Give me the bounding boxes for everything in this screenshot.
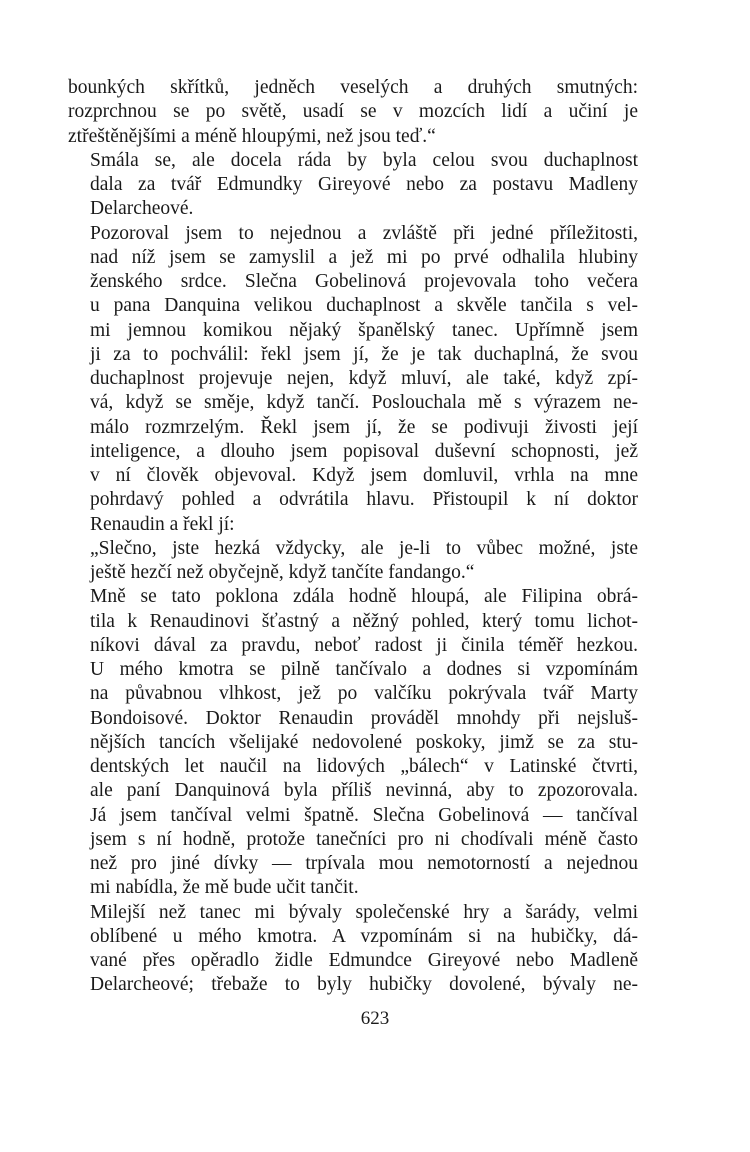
paragraph: [68, 149, 638, 222]
text-line: mi nabídla, že mě bude učit tančit.: [90, 877, 359, 899]
text-line: u pana Danquina velikou duchaplnost a skvěle tančila s vel-: [90, 295, 638, 317]
text-line: Renaudin a řekl jí:: [90, 513, 235, 535]
text-line: ženského srdce. Slečna Gobelinová projevovala toho večera: [90, 271, 638, 292]
text-line: rozprchnou se po světě, usadí se v mozcích lidí a učiní je: [68, 101, 638, 123]
text-line: málo rozmrzelým. Řekl jsem jí, že se podivuji živosti její: [90, 416, 638, 438]
text-line: pohrdavý pohled a odvrátila hlavu. Přistoupil k ní doktor: [90, 489, 638, 511]
text-line: než pro jiné dívky — trpívala mou nemotorností a nejednou: [90, 853, 638, 874]
text-line: U mého kmotra se pilně tančívalo a dodnes si vzpomínám: [90, 659, 638, 680]
text-line: bounkých skřítků, jedněch veselých a druhých smutných:: [68, 77, 638, 98]
text-line: ztřeštěnějšími a méně hloupými, než jsou teď.“: [68, 125, 436, 147]
page-number: 623: [360, 1008, 390, 1029]
paragraph: [68, 658, 638, 901]
text-line: jsem s ní hodně, protože tanečníci pro ni chodívali méně často: [90, 828, 638, 850]
text-line: mi jemnou komikou nějaký španělský tanec. Upřímně jsem: [90, 319, 638, 341]
text-line: vá, když se směje, když tančí. Poslouchala mě s výrazem ne-: [90, 392, 638, 414]
paragraph: [68, 901, 638, 998]
text-line: „Slečno, jste hezká vždycky, ale je-li to vůbec možné, jste: [90, 537, 638, 559]
text-line: Delarcheové; třebaže to byly hubičky dovolené, bývaly ne-: [90, 974, 638, 996]
text-line: Milejší než tanec mi bývaly společenské hry a šarády, velmi: [90, 901, 638, 923]
text-line: dentských let naučil na lidových „bálech“ v Latinské čtvrti,: [90, 756, 638, 777]
text-line: ještě hezčí než obyčejně, když tančíte fandango.“: [90, 562, 475, 583]
text-line: Pozoroval jsem to nejednou a zvláště při jedné příležitosti,: [90, 222, 638, 244]
text-line: na půvabnou vlhkost, jež po valčíku pokrývala tvář Marty: [90, 683, 638, 705]
text-line: inteligence, a dlouho jsem popisoval duševní schopnosti, jež: [90, 440, 638, 462]
text-line: ale paní Danquinová byla příliš nevinná, aby to zpozorovala.: [90, 780, 638, 802]
text-line: Bondoisové. Doktor Renaudin prováděl mnohdy při nejsluš-: [90, 707, 638, 729]
text-line: duchaplnost projevuje nejen, když mluví, ale také, když zpí-: [90, 368, 638, 389]
text-line: Smála se, ale docela ráda by byla celou svou duchaplnost: [90, 149, 638, 171]
text-line: tila k Renaudinovi šťastný a něžný pohled, který tomu lichot-: [90, 610, 638, 632]
text-line: Delarcheové.: [90, 198, 194, 220]
page-body: [68, 76, 638, 998]
paragraph: [68, 222, 638, 537]
text-line: ji za to pochválil: řekl jsem jí, že je tak duchaplná, že svou: [90, 343, 638, 365]
text-line: Já jsem tančíval velmi špatně. Slečna Gobelinová — tančíval: [90, 804, 638, 826]
text-line: Mně se tato poklona zdála hodně hloupá, ale Filipina obrá-: [90, 586, 638, 608]
text-line: oblíbené u mého kmotra. A vzpomínám si na hubičky, dá-: [90, 925, 638, 947]
text-line: v ní člověk objevoval. Když jsem domluvil, vrhla na mne: [90, 465, 638, 486]
text-line: nějších tancích všelijaké nedovolené poskoky, jimž se za stu-: [90, 731, 638, 753]
text-line: dala za tvář Edmundky Gireyové nebo za postavu Madleny: [90, 174, 638, 195]
text-line: vané přes opěradlo židle Edmundce Gireyové nebo Madleně: [90, 950, 638, 971]
paragraph: [68, 537, 638, 586]
paragraph: [68, 585, 638, 658]
text-line: níkovi dával za pravdu, neboť radost ji činila téměř hezkou.: [90, 634, 638, 656]
text-line: nad níž jsem se zamyslil a jež mi po prvé odhalila hlubiny: [90, 246, 638, 268]
paragraph: [68, 76, 638, 149]
